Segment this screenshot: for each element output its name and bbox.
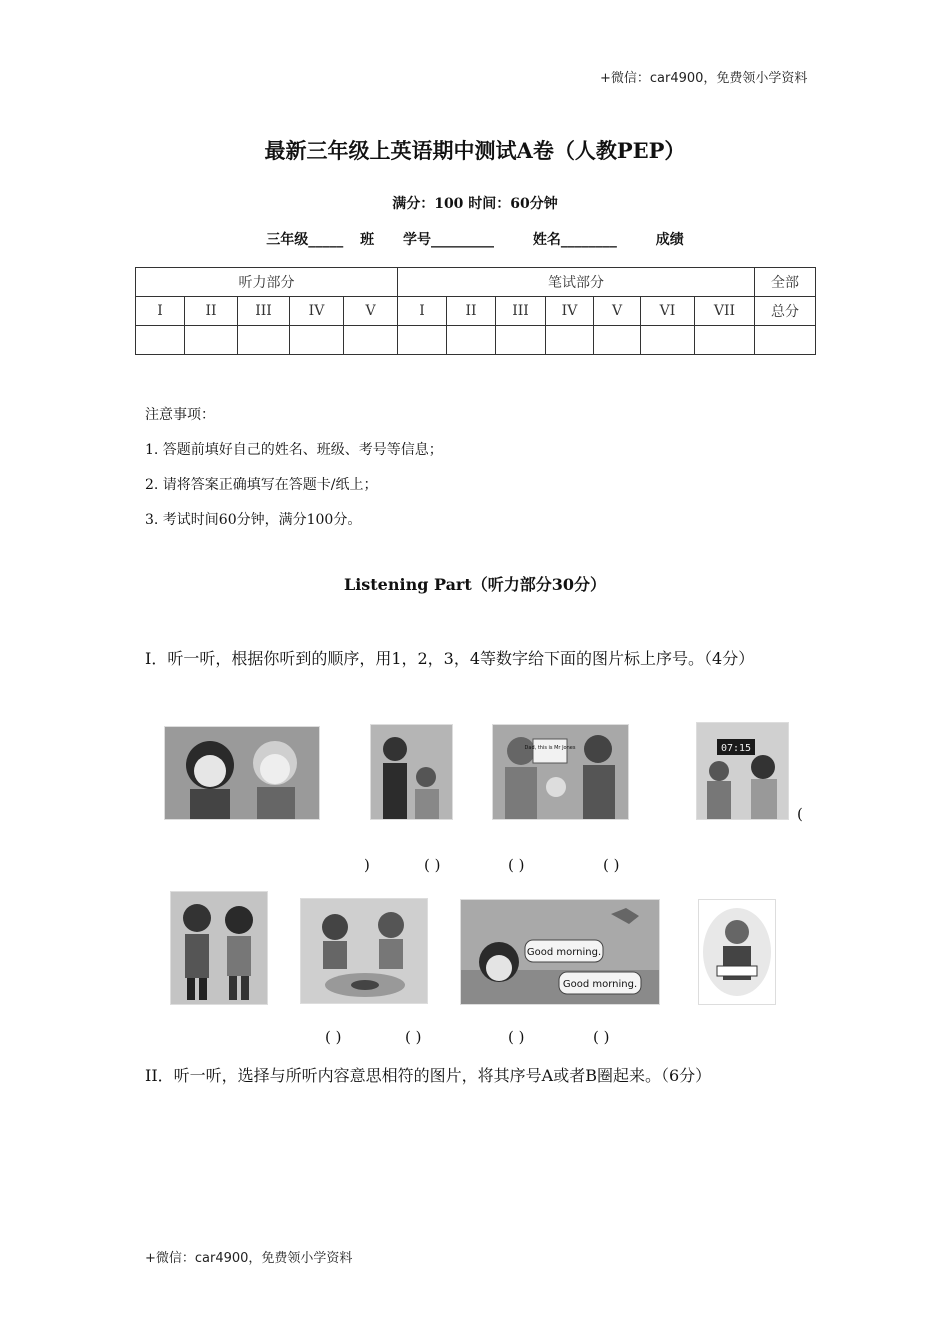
writing-col: III (496, 297, 546, 326)
writing-col: IV (546, 297, 594, 326)
picture-good-morning (460, 899, 660, 1005)
answer-slot-1[interactable]: ) (364, 856, 370, 874)
question-2: II．听一听，选择与所听内容意思相符的图片，将其序号A或者B圈起来。（6分） (145, 1066, 712, 1085)
score-cell[interactable] (695, 326, 755, 355)
notes-item: 1. 答题前填好自己的姓名、班级、考号等信息； (145, 442, 443, 458)
clock-readout: 07:15 (720, 743, 752, 754)
picture-two-girls (164, 726, 320, 820)
score-cell[interactable] (398, 326, 447, 355)
score-cell[interactable] (238, 326, 290, 355)
bubble-good-morning-1: Good morning. (526, 947, 602, 958)
listening-header: 听力部分 (136, 268, 398, 297)
score-table (135, 267, 816, 355)
question-1: I．听一听，根据你听到的顺序，用1，2，3，4等数字给下面的图片标上序号。（4分） (145, 649, 755, 668)
page-title: 最新三年级上英语期中测试A卷（人教PEP） (264, 138, 686, 163)
picture-teacher-boy (370, 724, 453, 820)
writing-col: II (447, 297, 496, 326)
class-label: 班 (360, 232, 375, 248)
listening-col: I (136, 297, 185, 326)
score-cell[interactable] (447, 326, 496, 355)
notes-heading: 注意事项： (145, 407, 215, 423)
number-field[interactable]: 学号_________ (403, 232, 494, 248)
score-cell[interactable] (185, 326, 238, 355)
writing-col: V (594, 297, 641, 326)
listening-col: IV (290, 297, 344, 326)
grade-field[interactable]: 三年级_____ (266, 232, 344, 248)
picture-clock-morning (696, 722, 789, 820)
picture-introduce-teacher (492, 724, 629, 820)
score-cell[interactable] (546, 326, 594, 355)
student-info-line (0, 229, 950, 249)
answer-slot-2[interactable]: ( ) (424, 856, 441, 874)
exam-subtitle: 满分：100 时间：60分钟 (392, 196, 558, 212)
answer-paren-open: ( (797, 805, 803, 823)
score-cell[interactable] (136, 326, 185, 355)
score-cell[interactable] (641, 326, 695, 355)
footer-note: +微信：car4900，免费领小学资料 (145, 1251, 353, 1266)
score-cell[interactable] (594, 326, 641, 355)
name-field[interactable]: 姓名________ (532, 232, 617, 248)
notes-item: 3. 考试时间60分钟，满分100分。 (145, 512, 362, 528)
writing-header: 笔试部分 (398, 268, 755, 297)
listening-part-title: Listening Part（听力部分30分） (343, 575, 607, 594)
writing-col: I (398, 297, 447, 326)
writing-col: VII (695, 297, 755, 326)
notes-item: 2. 请将答案正确填写在答题卡/纸上； (145, 477, 378, 493)
answer-slot-8[interactable]: ( ) (593, 1028, 610, 1046)
intro-bubble-text: Dad, this is Mr Jones (524, 745, 576, 751)
listening-col: II (185, 297, 238, 326)
answer-slot-6[interactable]: ( ) (405, 1028, 422, 1046)
score-label: 成绩 (655, 232, 684, 248)
listening-col: V (344, 297, 398, 326)
answer-slot-4[interactable]: ( ) (603, 856, 620, 874)
total-col: 总分 (755, 297, 816, 326)
header-note: +微信：car4900，免费领小学资料 (600, 71, 808, 86)
score-cell[interactable] (344, 326, 398, 355)
total-header: 全部 (755, 268, 816, 297)
answer-slot-7[interactable]: ( ) (508, 1028, 525, 1046)
picture-teacher-book (698, 899, 776, 1005)
score-cell[interactable] (496, 326, 546, 355)
listening-col: III (238, 297, 290, 326)
notes-section (145, 398, 443, 538)
picture-two-kids-walking (170, 891, 268, 1005)
bubble-good-morning-2: Good morning. (562, 979, 638, 990)
answer-slot-3[interactable]: ( ) (508, 856, 525, 874)
score-cell[interactable] (290, 326, 344, 355)
writing-col: VI (641, 297, 695, 326)
picture-kids-playing (300, 898, 428, 1004)
score-cell[interactable] (755, 326, 816, 355)
answer-slot-5[interactable]: ( ) (325, 1028, 342, 1046)
